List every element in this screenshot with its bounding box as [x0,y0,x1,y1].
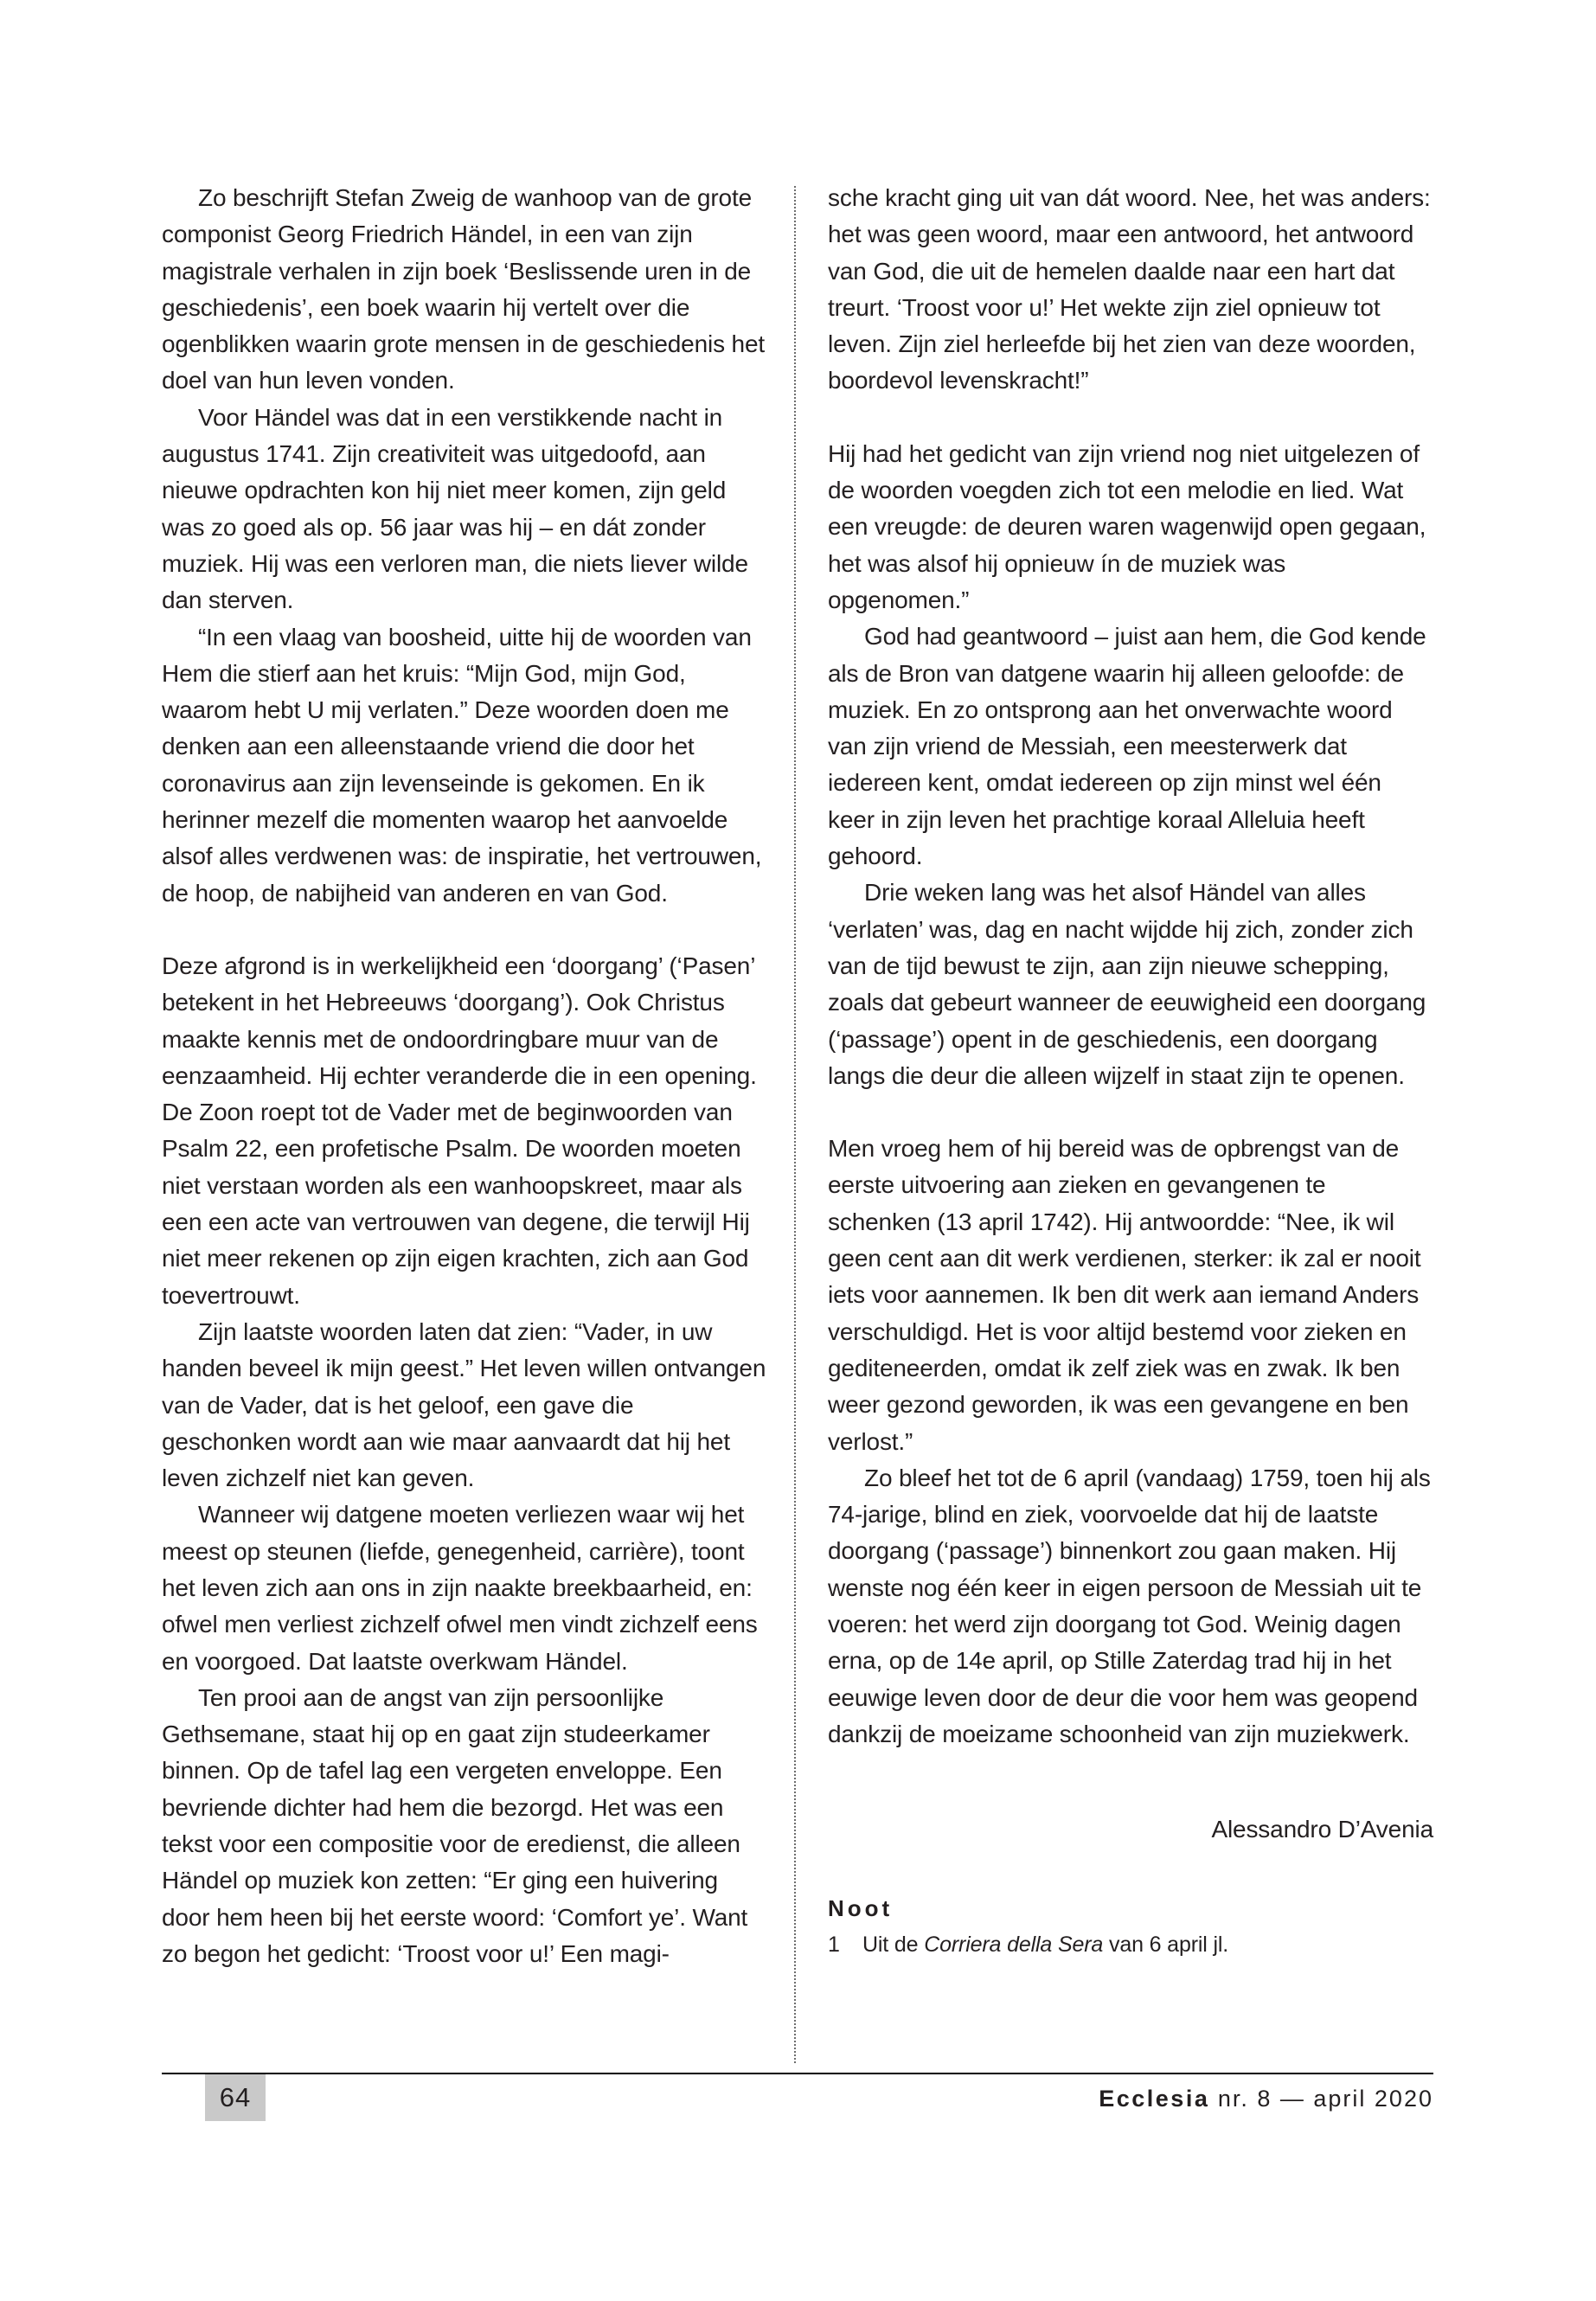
footnote [828,1927,1433,1962]
footnote-prefix: Uit de [862,1932,925,1958]
left-paragraph-4: Deze afgrond is in werkelijkheid een ‘doorgang’ (‘Pasen’ betekent in het Hebreeuws ‘doorgang’). Ook Christus maakte kennis met de ondoordringbare muur van de eenzaamheid. Hij echter veranderde die in een opening. De Zoon roept tot de Vader met de beginwoorden van Psalm 22, een profetische Psalm. De woorden moeten niet verstaan worden als een wanhoopskreet, maar als een een acte van vertrouwen van degene, die terwijl Hij niet meer rekenen op zijn eigen krachten, zich aan God toevertrouwt. [162,952,757,1309]
left-column [162,180,767,1972]
column-divider [794,186,796,2063]
journal-issue: nr. 8 — april 2020 [1217,2086,1433,2112]
page-number: 64 [205,2074,266,2121]
right-paragraph-1: sche kracht ging uit van dát woord. Nee, het was anders: het was geen woord, maar een antwoord, het antwoord van God, die uit de hemelen daalde naar een hart dat treurt. ‘Troost voor u!’ Het wekte zijn ziel opnieuw tot leven. Zijn ziel herleefde bij het zien van deze woorden, boordevol levenskracht!” [828,184,1431,394]
right-column [828,180,1433,1962]
right-column-body [828,180,1433,1753]
left-paragraph-3: “In een vlaag van boosheid, uitte hij de woorden van Hem die stierf aan het kruis: “Mijn God, mijn God, waarom hebt U mij verlaten.” Deze woorden doen me denken aan een alleenstaande vriend die door het coronavirus aan zijn levenseinde is gekomen. En ik herinner mezelf die momenten waarop het aanvoelde alsof alles verdwenen was: de inspiratie, het vertrouwen, de hoop, de nabijheid van anderen en van God. [162,623,762,907]
journal-name: Ecclesia [1099,2086,1210,2112]
left-paragraph-6: Wanneer wij datgene moeten verliezen waar wij het meest op steunen (liefde, genegenheid, carrière), toont het leven zich aan ons in zijn naakte breekbaarheid, en: ofwel men verliest zichzelf ofwel men vindt zichzelf eens en voorgoed. Dat laatste overkwam Händel. [162,1501,758,1675]
right-paragraph-2: Hij had het gedicht van zijn vriend nog niet uitgelezen of de woorden voegden zich tot een melodie en lied. Wat een vreugde: de deuren waren wagenwijd open gegaan, het was alsof hij opnieuw ín de muziek was opgenomen.” [828,439,1426,613]
right-paragraph-5: Men vroeg hem of hij bereid was de opbrengst van de eerste uitvoering aan zieken en gevangenen te schenken (13 april 1742). Hij antwoordde: “Nee, ik wil geen cent aan dit werk verdienen, sterker: ik zal er nooit iets voor aannemen. Ik ben dit werk aan iemand Anders verschuldigd. Het is voor altijd bestemd voor zieken en gediteneerden, omdat ik zelf ziek was en zwak. Ik ben weer gezond geworden, ik was een gevangene en ben verlost.” [828,1135,1421,1455]
footnote-number: 1 [828,1932,840,1958]
footnote-suffix: van 6 april jl. [1103,1932,1229,1958]
right-paragraph-6: Zo bleef het tot de 6 april (vandaag) 1759, toen hij als 74-jarige, blind en ziek, voorvoelde dat hij de laatste doorgang (‘passage’) binnenkort zou gaan maken. Hij wenste nog één keer in eigen persoon de Messiah uit te voeren: het werd zijn doorgang tot God. Weinig dagen erna, op de 14e april, op Stille Zaterdag trad hij in het eeuwige leven door de deur die voor hem was geopend dankzij de moeizame schoonheid van zijn muziekwerk. [828,1464,1431,1747]
footer-journal [1099,2081,1433,2116]
note-heading: Noot [828,1895,894,1922]
author-signature: Alessandro D’Avenia [1211,1816,1433,1843]
left-paragraph-1: Zo beschrijft Stefan Zweig de wanhoop van de grote componist Georg Friedrich Händel, in een van zijn magistrale verhalen in zijn boek ‘Beslissende uren in de geschiedenis’, een boek waarin hij vertelt over die ogenblikken waarin grote mensen in de geschiedenis het doel van hun leven vonden. [162,184,766,394]
left-paragraph-7: Ten prooi aan de angst van zijn persoonlijke Gethsemane, staat hij op en gaat zijn studeerkamer binnen. Op de tafel lag een vergeten enveloppe. Een bevriende dichter had hem die bezorgd. Het was een tekst voor een compositie voor de eredienst, die alleen Händel op muziek kon zetten: “Er ging een huivering door hem heen bij het eerste woord: ‘Comfort ye’. Want zo begon het gedicht: ‘Troost voor u!’ Een magi- [162,1683,748,1967]
footnote-source: Corriera della Sera [924,1932,1104,1958]
left-paragraph-2: Voor Händel was dat in een verstikkende nacht in augustus 1741. Zijn creativiteit was uitgedoofd, aan nieuwe opdrachten kon hij niet meer komen, zijn geld was zo goed als op. 56 jaar was hij – en dát zonder muziek. Hij was een verloren man, die niets liever wilde dan sterven. [162,403,748,614]
footer-rule [162,2073,1433,2074]
left-paragraph-5: Zijn laatste woorden laten dat zien: “Vader, in uw handen beveel ik mijn geest.” Het leven willen ontvangen van de Vader, dat is het geloof, een gave die geschonken wordt aan wie maar aanvaardt dat hij het leven zichzelf niet kan geven. [162,1317,766,1492]
right-paragraph-3: God had geantwoord – juist aan hem, die God kende als de Bron van datgene waarin hij alleen geloofde: de muziek. En zo ontsprong aan het onverwachte woord van zijn vriend de Messiah, een meesterwerk dat iedereen kent, omdat iedereen op zijn minst wel één keer in zijn leven het prachtige koraal Alleluia heeft gehoord. [828,623,1426,870]
right-paragraph-4: Drie weken lang was het alsof Händel van alles ‘verlaten’ was, dag en nacht wijdde hij zich, zonder zich van de tijd bewust te zijn, aan zijn nieuwe schepping, zoals dat gebeurt wanneer de eeuwigheid een doorgang (‘passage’) opent in de geschiedenis, een doorgang langs die deur die alleen wijzelf in staat zijn te openen. [828,879,1426,1089]
